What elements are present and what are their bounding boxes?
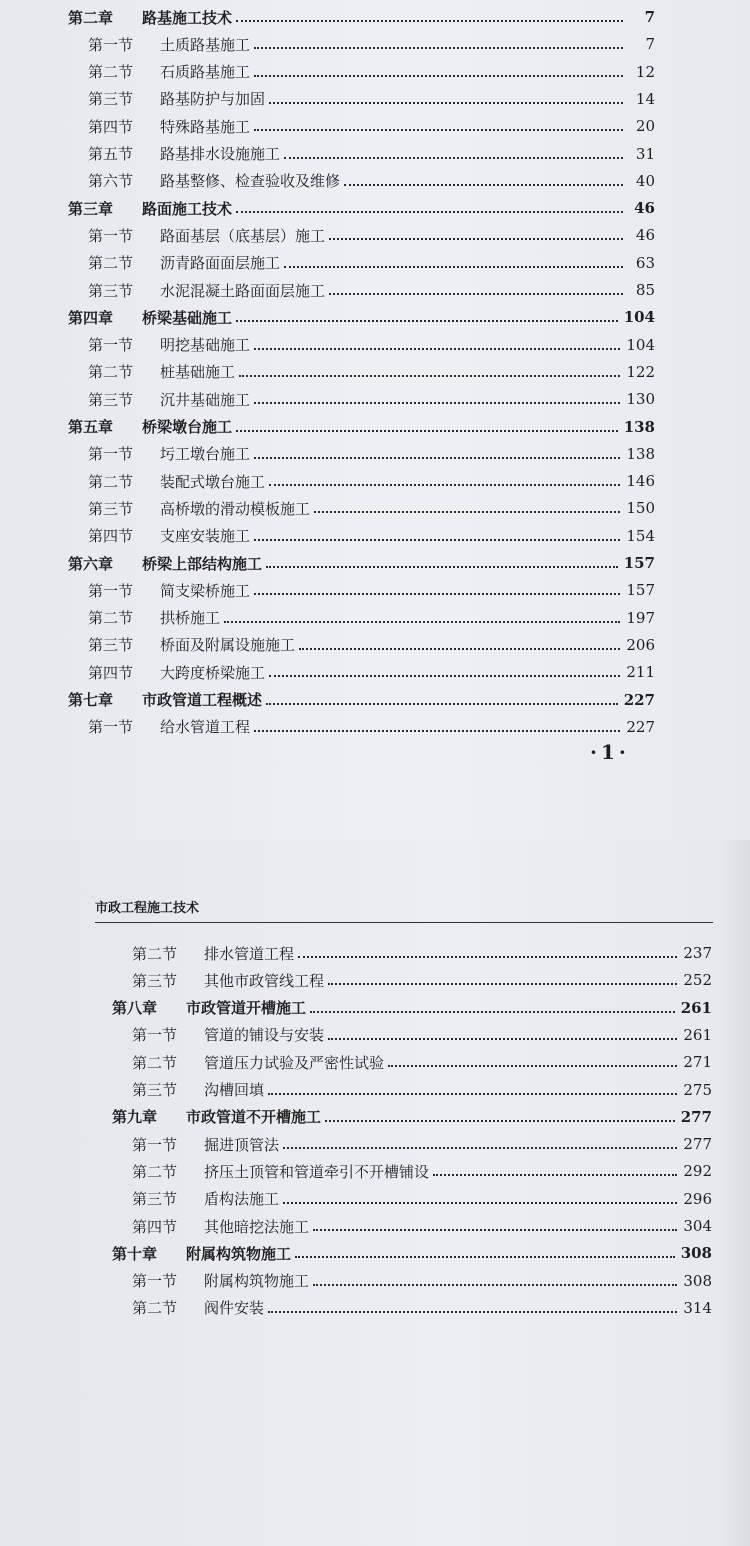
toc-entry-label: 第四节 [132, 1217, 178, 1236]
toc-section-entry [88, 222, 655, 248]
dot-leader [313, 1213, 677, 1239]
toc-entry-title: 挤压土顶管和管道牵引不开槽铺设 [204, 1162, 430, 1181]
toc-section-entry [88, 495, 655, 521]
toc-entry-title: 桥梁基础施工 [142, 308, 233, 327]
toc-entry-page: 138 [626, 444, 655, 463]
dot-leader [268, 1077, 677, 1103]
toc-entry-title: 桥面及附属设施施工 [160, 636, 296, 655]
toc-entry-title: 其他暗挖法施工 [204, 1217, 310, 1236]
toc-section-entry [132, 1131, 712, 1157]
dot-leader [283, 1186, 677, 1212]
toc-chapter-entry [112, 1240, 712, 1266]
toc-section-entry [132, 967, 712, 993]
toc-entry-title: 装配式墩台施工 [160, 472, 266, 491]
toc-entry-page: 314 [683, 1298, 712, 1317]
toc-entry-label: 第一节 [88, 445, 134, 464]
toc-entry-label: 第三节 [88, 281, 134, 300]
toc-section-entry [88, 332, 655, 358]
toc-entry-title: 掘进顶管法 [204, 1135, 280, 1154]
toc-entry-label: 第三节 [88, 390, 134, 409]
toc-entry-title: 拱桥施工 [160, 609, 221, 628]
toc-entry-page: 40 [635, 171, 655, 190]
toc-entry-title: 路基整修、检查验收及维修 [160, 172, 341, 191]
dot-leader [314, 495, 620, 521]
toc-entry-title: 盾构法施工 [204, 1190, 280, 1209]
toc-entry-page: 122 [626, 362, 655, 381]
toc-entry-label: 第三节 [132, 971, 178, 990]
toc-entry-label: 第三章 [68, 199, 114, 218]
toc-entry-label: 第三节 [88, 636, 134, 655]
toc-entry-label: 第七章 [68, 691, 114, 709]
toc-chapter-entry [68, 550, 655, 576]
toc-entry-label: 第一节 [88, 336, 134, 355]
toc-section-entry [88, 113, 655, 139]
dot-leader [236, 414, 618, 440]
toc-section-entry [88, 577, 655, 603]
toc-entry-title: 附属构筑物施工 [186, 1244, 292, 1263]
toc-entry-label: 第四章 [68, 308, 114, 327]
toc-chapter-entry [112, 995, 712, 1021]
toc-entry-page: 227 [623, 690, 655, 709]
toc-entry-page: 296 [683, 1189, 712, 1208]
toc-entry-label: 第二节 [132, 1162, 178, 1181]
toc-entry-label: 第一节 [132, 1026, 178, 1045]
toc-section-entry [88, 386, 655, 412]
toc-entry-label: 第四节 [88, 663, 134, 682]
toc-entry-title: 水泥混凝土路面面层施工 [160, 281, 326, 300]
toc-entry-page: 261 [680, 998, 712, 1017]
toc-entry-page: 227 [626, 717, 655, 736]
toc-entry-title: 给水管道工程 [160, 718, 251, 737]
toc-section-entry [88, 468, 655, 494]
toc-entry-label: 第六节 [88, 172, 134, 191]
dot-leader [254, 441, 620, 467]
toc-entry-page: 146 [626, 472, 655, 491]
toc-entry-page: 14 [635, 89, 655, 108]
toc-chapter-entry [68, 414, 655, 440]
toc-entry-label: 第九章 [112, 1108, 158, 1127]
toc-entry-label: 第二节 [132, 1053, 178, 1072]
toc-section-entry [132, 1049, 712, 1075]
toc-entry-title: 沟槽回填 [204, 1081, 265, 1099]
toc-entry-title: 特殊路基施工 [160, 117, 251, 136]
toc-entry-title: 高桥墩的滑动模板施工 [160, 499, 311, 518]
toc-section-entry [88, 277, 655, 303]
page-number: ·1· [590, 740, 630, 764]
toc-entry-page: 277 [683, 1135, 712, 1154]
toc-entry-title: 桥梁上部结构施工 [142, 554, 263, 573]
toc-section-entry [88, 523, 655, 549]
toc-entry-page: 138 [623, 417, 655, 436]
toc-entry-label: 第五章 [68, 418, 114, 436]
toc-entry-label: 第一节 [88, 718, 134, 737]
toc-chapter-entry [68, 195, 655, 221]
toc-entry-page: 46 [634, 199, 655, 218]
toc-entry-title: 其他市政管线工程 [204, 971, 325, 990]
toc-page-2 [0, 840, 750, 1546]
toc-entry-label: 第八章 [112, 999, 158, 1018]
toc-entry-page: 275 [683, 1080, 712, 1099]
dot-leader [269, 86, 623, 112]
toc-section-entry [88, 632, 655, 658]
dot-leader [284, 250, 623, 276]
toc-entry-page: 206 [626, 635, 655, 654]
toc-entry-title: 管道的铺设与安装 [204, 1026, 325, 1045]
toc-entry-label: 第一节 [88, 35, 134, 54]
toc-entry-title: 市政管道不开槽施工 [186, 1108, 322, 1127]
toc-entry-page: 85 [635, 281, 655, 299]
dot-leader [388, 1049, 677, 1075]
dot-leader [329, 222, 623, 248]
dot-leader [283, 1131, 677, 1157]
dot-leader [236, 4, 623, 30]
toc-entry-page: 46 [635, 226, 655, 245]
toc-entry-title: 市政管道开槽施工 [186, 999, 307, 1018]
toc-entry-title: 路基防护与加固 [160, 90, 266, 109]
toc-entry-title: 大跨度桥梁施工 [160, 663, 266, 682]
dot-leader [284, 141, 623, 167]
toc-section-entry [132, 940, 712, 966]
toc-section-entry [88, 441, 655, 467]
toc-entry-label: 第二节 [132, 944, 178, 963]
dot-leader [433, 1158, 677, 1184]
toc-entry-label: 第二章 [68, 8, 114, 27]
dot-leader [329, 277, 623, 303]
toc-section-entry [132, 1022, 712, 1048]
running-head: 市政工程施工技术 [95, 901, 200, 916]
toc-entry-page: 20 [635, 117, 655, 136]
toc-entry-page: 292 [683, 1162, 712, 1181]
toc-section-entry [132, 1158, 712, 1184]
toc-entry-label: 第一节 [88, 581, 134, 600]
toc-entry-title: 排水管道工程 [204, 944, 295, 963]
toc-chapter-entry [112, 1104, 712, 1130]
toc-entry-page: 130 [626, 390, 655, 409]
toc-entry-label: 第一节 [132, 1272, 178, 1291]
toc-section-entry [132, 1295, 712, 1321]
toc-entry-page: 63 [635, 253, 655, 272]
toc-section-entry [132, 1213, 712, 1239]
toc-entry-title: 支座安装施工 [160, 527, 251, 546]
toc-entry-title: 桥梁墩台施工 [142, 418, 233, 436]
toc-entry-page: 252 [683, 971, 712, 990]
toc-entry-label: 第一节 [132, 1135, 178, 1154]
toc-entry-label: 第二节 [88, 63, 134, 82]
toc-entry-page: 154 [626, 526, 655, 545]
toc-section-entry [132, 1077, 712, 1103]
dot-leader [328, 967, 677, 993]
toc-entry-page: 308 [683, 1271, 712, 1290]
dot-leader [295, 1240, 675, 1266]
header-rule [95, 922, 713, 923]
toc-entry-label: 第二节 [88, 363, 134, 382]
toc-entry-page: 7 [644, 8, 655, 26]
dot-leader [269, 659, 620, 685]
dot-leader [269, 468, 620, 494]
dot-leader [313, 1268, 677, 1294]
dot-leader [254, 59, 623, 85]
toc-entry-page: 261 [683, 1025, 712, 1044]
toc-entry-title: 路面基层（底基层）施工 [160, 226, 326, 245]
toc-entry-label: 第十章 [112, 1244, 158, 1263]
toc-chapter-entry [68, 4, 655, 30]
toc-entry-title: 石质路基施工 [160, 63, 251, 82]
dot-leader [266, 550, 618, 576]
toc-entry-title: 沥青路面面层施工 [160, 254, 281, 273]
dot-leader [299, 632, 620, 658]
toc-entry-title: 路基排水设施施工 [160, 145, 281, 163]
toc-entry-title: 简支梁桥施工 [160, 581, 251, 600]
toc-entry-page: 308 [680, 1244, 712, 1263]
toc-entry-title: 沉井基础施工 [160, 390, 251, 409]
toc-entry-page: 150 [626, 499, 655, 518]
toc-entry-page: 304 [683, 1217, 712, 1235]
toc-section-entry [88, 168, 655, 194]
dot-leader [268, 1295, 677, 1321]
toc-entry-label: 第四节 [88, 527, 134, 546]
dot-leader [236, 195, 623, 221]
toc-entry-label: 第一节 [88, 226, 134, 245]
toc-section-entry [132, 1268, 712, 1294]
toc-entry-page: 277 [680, 1107, 712, 1126]
toc-entry-page: 211 [626, 663, 655, 682]
toc-chapter-entry [68, 304, 655, 330]
toc-entry-page: 157 [626, 581, 655, 600]
toc-section-entry [88, 31, 655, 57]
dot-leader [325, 1104, 675, 1130]
toc-entry-title: 阀件安装 [204, 1299, 265, 1318]
toc-entry-page: 31 [635, 144, 655, 163]
toc-entry-page: 271 [683, 1053, 712, 1072]
toc-entry-title: 管道压力试验及严密性试验 [204, 1053, 385, 1072]
toc-entry-title: 桩基础施工 [160, 363, 236, 382]
toc-entry-page: 12 [635, 62, 655, 81]
toc-entry-title: 附属构筑物施工 [204, 1272, 310, 1291]
toc-entry-page: 237 [683, 944, 712, 962]
toc-section-entry [88, 141, 655, 167]
toc-entry-title: 圬工墩台施工 [160, 445, 251, 464]
toc-entry-label: 第六章 [68, 554, 114, 573]
toc-entry-page: 104 [626, 335, 655, 354]
toc-entry-label: 第二节 [132, 1299, 178, 1318]
toc-entry-title: 路面施工技术 [142, 199, 233, 218]
toc-entry-label: 第三节 [88, 90, 134, 109]
dot-leader [254, 332, 620, 358]
toc-chapter-entry [68, 687, 655, 713]
toc-section-entry [88, 359, 655, 385]
toc-section-entry [88, 59, 655, 85]
toc-section-entry [88, 714, 655, 740]
dot-leader [254, 31, 623, 57]
toc-entry-label: 第三节 [132, 1081, 178, 1099]
toc-section-entry [88, 659, 655, 685]
dot-leader [344, 168, 623, 194]
toc-section-entry [88, 86, 655, 112]
toc-entry-page: 197 [626, 608, 655, 627]
dot-leader [254, 113, 623, 139]
toc-entry-page: 104 [623, 308, 655, 327]
dot-leader [254, 523, 620, 549]
page-edge-shadow [720, 840, 750, 1546]
dot-leader [254, 577, 620, 603]
dot-leader [236, 304, 618, 330]
toc-entry-title: 市政管道工程概述 [142, 691, 263, 709]
toc-section-entry [132, 1186, 712, 1212]
toc-entry-page: 7 [645, 35, 655, 54]
dot-leader [298, 940, 677, 966]
toc-entry-title: 路基施工技术 [142, 8, 233, 27]
dot-leader [266, 687, 618, 713]
dot-leader [310, 995, 675, 1021]
toc-entry-title: 土质路基施工 [160, 35, 251, 54]
toc-entry-page: 157 [623, 554, 655, 572]
toc-entry-label: 第二节 [88, 254, 134, 273]
toc-entry-label: 第三节 [132, 1190, 178, 1209]
toc-entry-label: 第二节 [88, 609, 134, 628]
dot-leader [254, 714, 620, 740]
toc-entry-label: 第四节 [88, 117, 134, 136]
dot-leader [328, 1022, 677, 1048]
toc-section-entry [88, 250, 655, 276]
toc-entry-title: 明挖基础施工 [160, 336, 251, 355]
toc-entry-label: 第三节 [88, 499, 134, 518]
toc-entry-label: 第五节 [88, 145, 134, 163]
dot-leader [254, 386, 620, 412]
dot-leader [239, 359, 620, 385]
dot-leader [224, 605, 620, 631]
toc-entry-label: 第二节 [88, 472, 134, 491]
toc-section-entry [88, 605, 655, 631]
